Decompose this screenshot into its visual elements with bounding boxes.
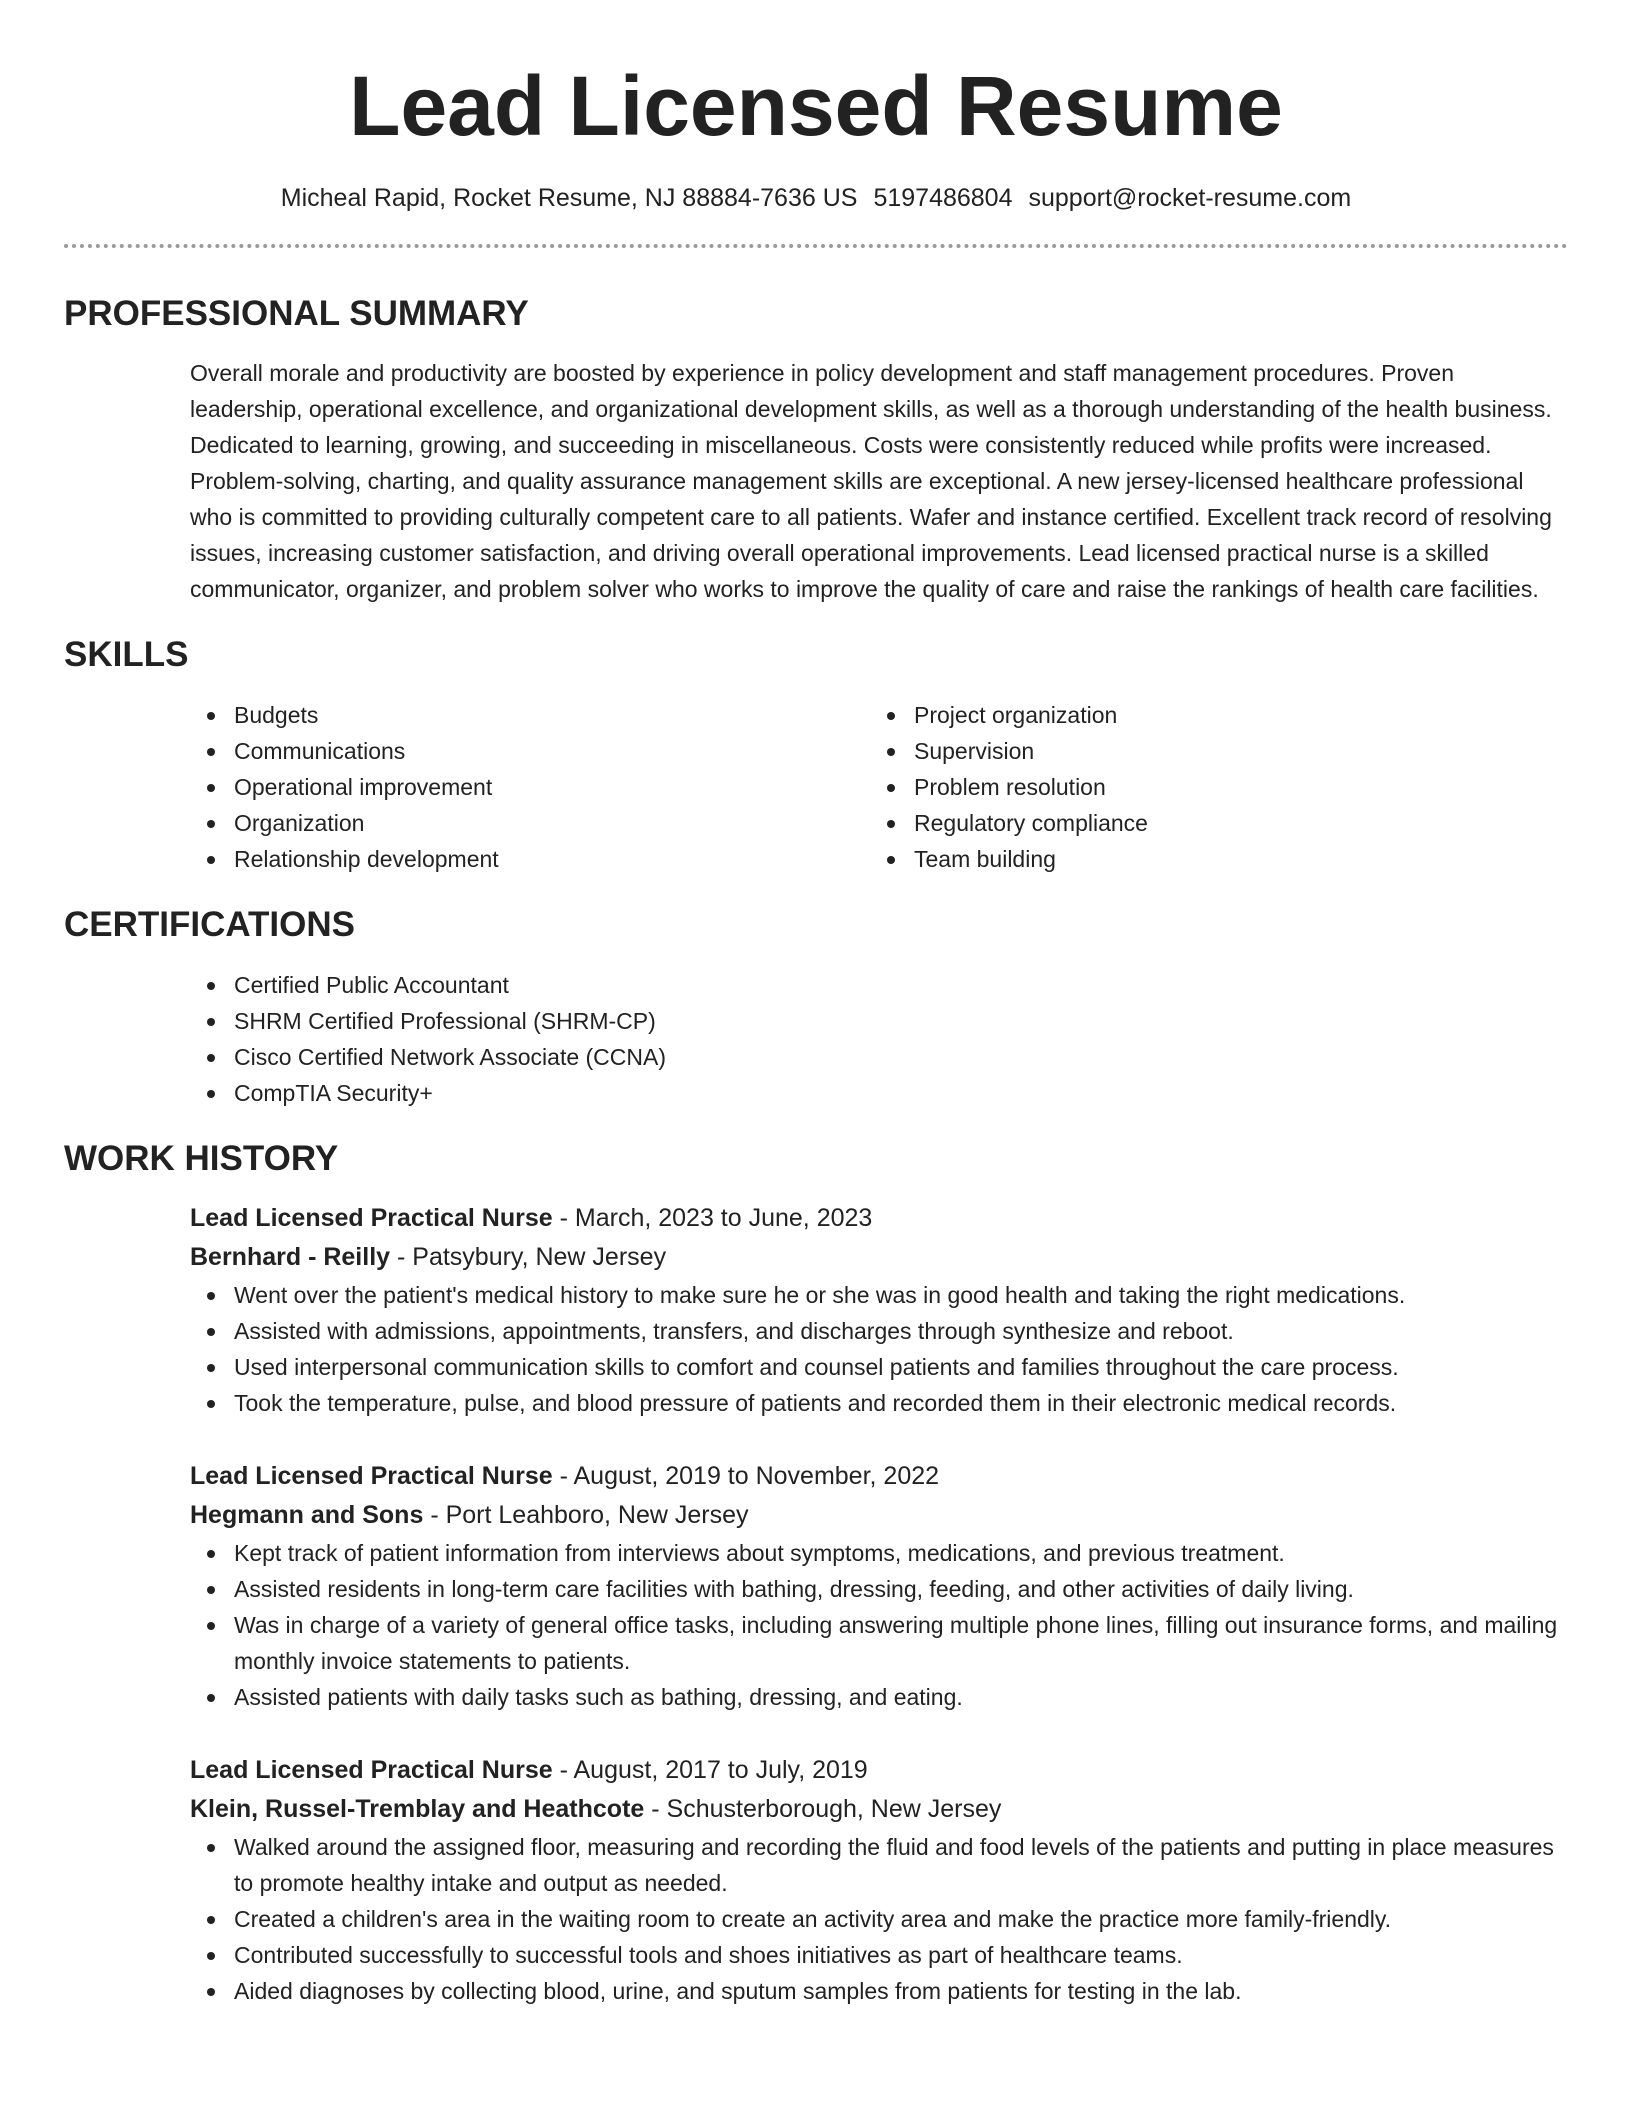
skills-section (190, 697, 1568, 877)
job-duty: Walked around the assigned floor, measuring and recording the fluid and food levels of the patients and putting in place measures to promote healthy intake and output as needed. (190, 1829, 1568, 1901)
job-entry (190, 1751, 1568, 2009)
certification-item: Cisco Certified Network Associate (CCNA) (190, 1039, 1568, 1075)
skill-item: Problem resolution (870, 769, 1550, 805)
resume-page (64, 0, 1568, 2009)
skill-item: Team building (870, 841, 1550, 877)
skills-list-right (870, 697, 1550, 877)
job-duty: Assisted patients with daily tasks such as bathing, dressing, and eating. (190, 1679, 1568, 1715)
job-duty: Created a children's area in the waiting room to create an activity area and make the practice more family-friendly. (190, 1901, 1568, 1937)
work-history-section (190, 1199, 1568, 2009)
skills-heading: SKILLS (64, 635, 189, 674)
job-company-line (190, 1496, 1568, 1535)
skill-item: Relationship development (190, 841, 870, 877)
job-duty: Assisted residents in long-term care facilities with bathing, dressing, feeding, and other activities of daily living. (190, 1571, 1568, 1607)
job-title: Lead Licensed Practical Nurse (190, 1462, 553, 1490)
skill-item: Supervision (870, 733, 1550, 769)
job-duty: Aided diagnoses by collecting blood, urine, and sputum samples from patients for testing in the lab. (190, 1973, 1568, 2009)
job-location: - Schusterborough, New Jersey (644, 1795, 1002, 1823)
certification-item: CompTIA Security+ (190, 1075, 1568, 1111)
job-title: Lead Licensed Practical Nurse (190, 1204, 553, 1232)
skill-item: Organization (190, 805, 870, 841)
job-dates: - August, 2017 to July, 2019 (552, 1756, 868, 1784)
skill-item: Operational improvement (190, 769, 870, 805)
work-history-heading: WORK HISTORY (64, 1139, 339, 1178)
job-entry (190, 1457, 1568, 1715)
job-duty: Was in charge of a variety of general office tasks, including answering multiple phone lines, filling out insurance forms, and mailing monthly invoice statements to patients. (190, 1607, 1568, 1679)
job-dates: - August, 2019 to November, 2022 (552, 1462, 940, 1490)
job-duty: Went over the patient's medical history to make sure he or she was in good health and taking the right medications. (190, 1277, 1568, 1313)
resume-title: Lead Licensed Resume (349, 59, 1283, 153)
certifications-section (190, 967, 1568, 1111)
job-duty: Contributed successfully to successful tools and shoes initiatives as part of healthcare teams. (190, 1937, 1568, 1973)
job-duty: Kept track of patient information from interviews about symptoms, medications, and previous treatment. (190, 1535, 1568, 1571)
job-duty: Used interpersonal communication skills to comfort and counsel patients and families throughout the care process. (190, 1349, 1568, 1385)
job-duties-list (190, 1829, 1568, 2009)
job-duty: Took the temperature, pulse, and blood pressure of patients and recorded them in their electronic medical records. (190, 1385, 1568, 1421)
job-title-line (190, 1457, 1568, 1496)
job-title-line (190, 1199, 1568, 1238)
header-divider (64, 244, 1568, 248)
contact-line (64, 182, 1568, 214)
job-dates: - March, 2023 to June, 2023 (552, 1204, 873, 1232)
skills-list-left (190, 697, 870, 877)
certification-item: SHRM Certified Professional (SHRM-CP) (190, 1003, 1568, 1039)
skill-item: Budgets (190, 697, 870, 733)
job-company: Klein, Russel-Tremblay and Heathcote (190, 1795, 645, 1823)
job-title: Lead Licensed Practical Nurse (190, 1756, 553, 1784)
skill-item: Regulatory compliance (870, 805, 1550, 841)
summary-heading: PROFESSIONAL SUMMARY (64, 294, 529, 333)
job-title-line (190, 1751, 1568, 1790)
contact-address: Micheal Rapid, Rocket Resume, NJ 88884-7636 US (280, 184, 858, 212)
certifications-heading: CERTIFICATIONS (64, 905, 356, 944)
summary-section (190, 355, 1568, 607)
job-company: Hegmann and Sons (190, 1501, 424, 1529)
skill-item: Communications (190, 733, 870, 769)
job-location: - Patsybury, New Jersey (390, 1243, 667, 1271)
skill-item: Project organization (870, 697, 1550, 733)
job-company-line (190, 1790, 1568, 1829)
job-duty: Assisted with admissions, appointments, transfers, and discharges through synthesize and reboot. (190, 1313, 1568, 1349)
certification-item: Certified Public Accountant (190, 967, 1568, 1003)
certifications-list (190, 967, 1568, 1111)
job-entry (190, 1199, 1568, 1421)
job-company-line (190, 1238, 1568, 1277)
job-duties-list (190, 1277, 1568, 1421)
summary-text: Overall morale and productivity are boosted by experience in policy development and staff management procedures. Proven leadership, operational excellence, and organizational development skills, as well as a thorough understanding of the health business. Dedicated to learning, growing, and succeeding in miscellaneous. Costs were consistently reduced while profits were increased. Problem-solving, charting, and quality assurance management skills are exceptional. A new jersey-licensed healthcare professional who is committed to providing culturally competent care to all patients. Wafer and instance certified. Excellent track record of resolving issues, increasing customer satisfaction, and driving overall operational improvements. Lead licensed practical nurse is a skilled communicator, organizer, and problem solver who works to improve the quality of care and raise the rankings of health care facilities. (190, 360, 1552, 602)
contact-phone: 5197486804 (873, 184, 1013, 212)
job-location: - Port Leahboro, New Jersey (423, 1501, 749, 1529)
job-duties-list (190, 1535, 1568, 1715)
job-company: Bernhard - Reilly (190, 1243, 391, 1271)
contact-email: support@rocket-resume.com (1028, 184, 1352, 212)
